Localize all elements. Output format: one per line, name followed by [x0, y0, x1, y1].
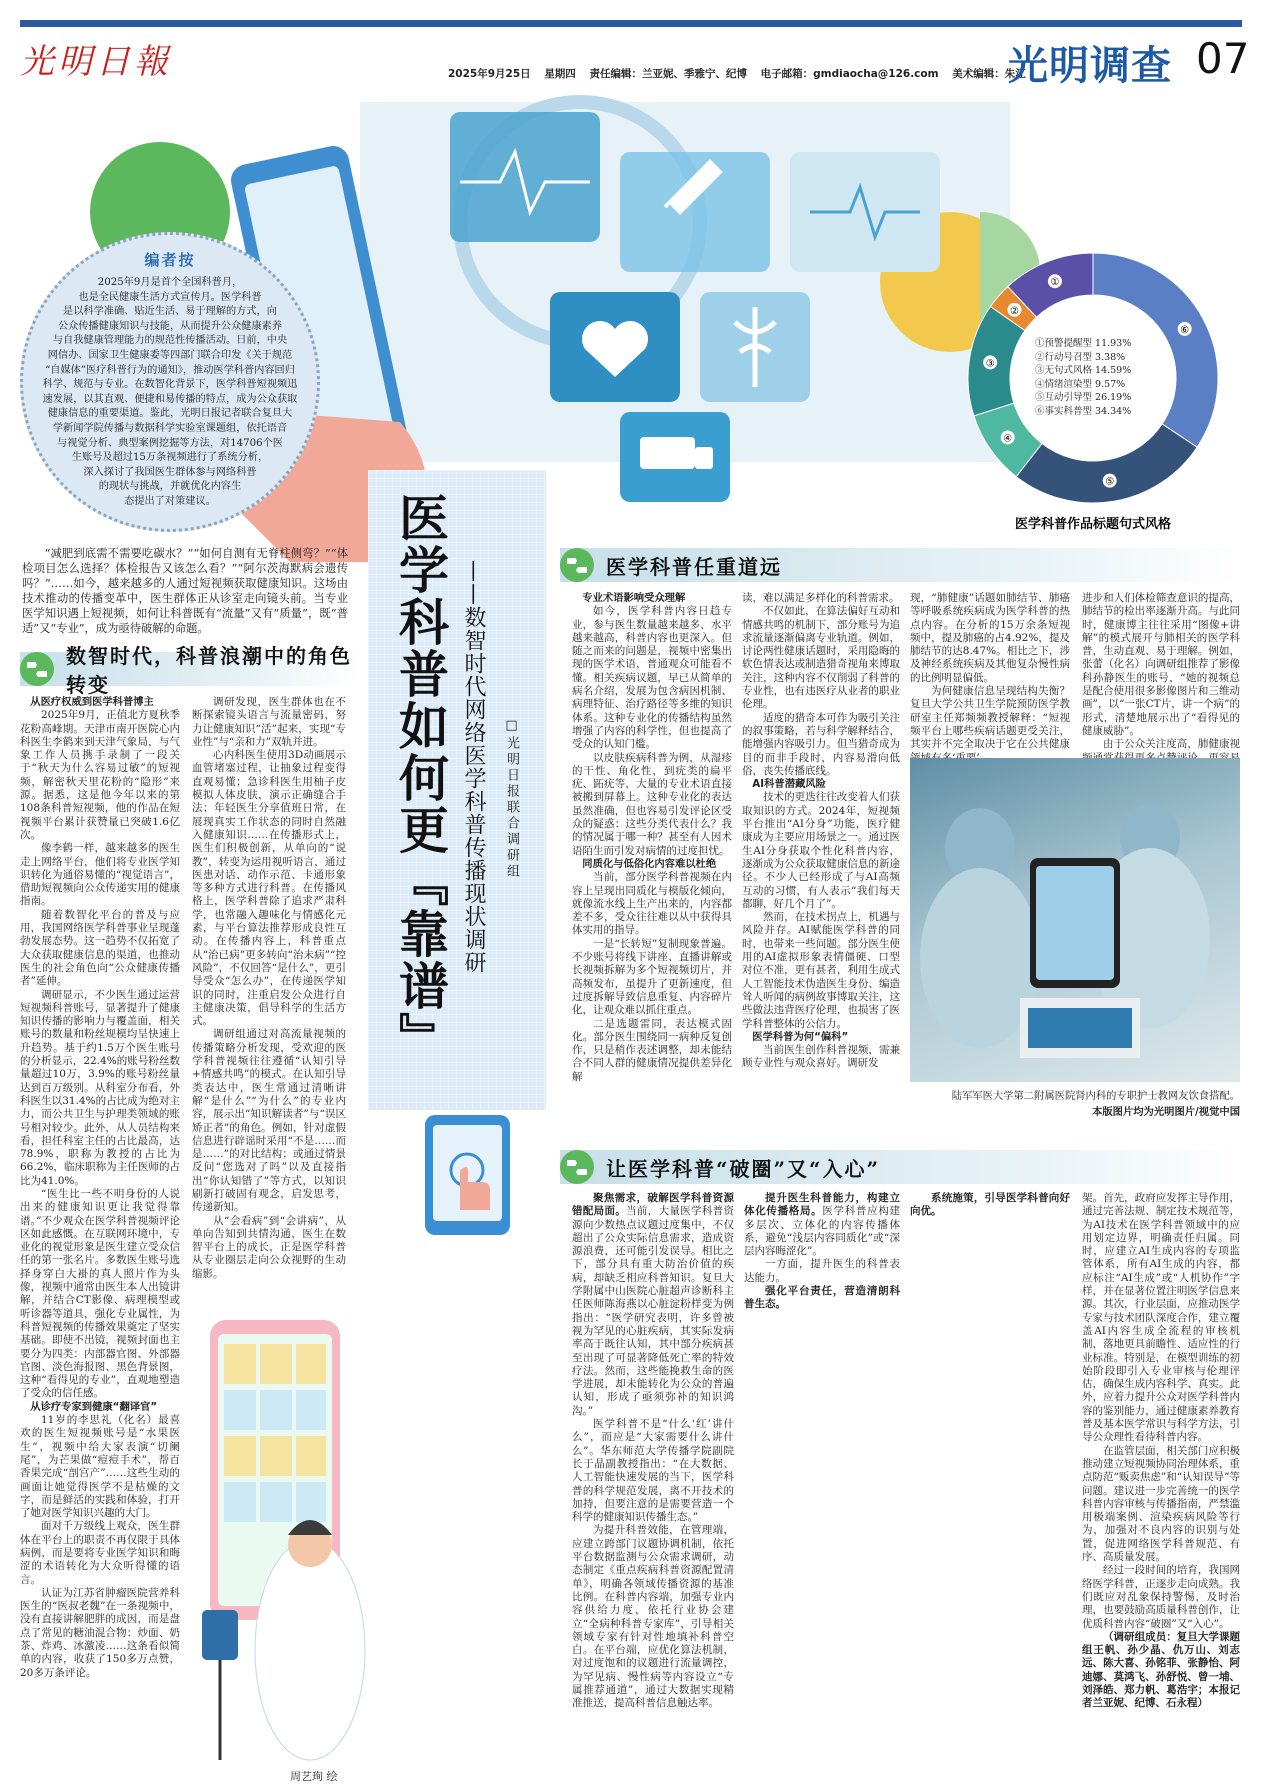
paragraph-text: 读，难以满足多样化的科普需求。: [742, 592, 900, 604]
paragraph-text: 医学科普应构建多层次、立体化的内容传播体系，避免“浅层内容同质化”或“深层内容晦涩化”。: [744, 1205, 901, 1258]
legend-label: 情绪渲染型: [1044, 378, 1093, 390]
paragraph-text: 从“会看病”到“会讲病”，从单向告知到共情沟通，医生在数智平台上的成长，正是医学科普从专业圈层走向公众视野的生动缩影。: [192, 1214, 346, 1280]
paragraph: [572, 752, 732, 858]
paragraph-text: 心内科医生使用3D动画展示血管堵塞过程，让抽象过程变得直观易懂；急诊科医生用柚子皮模拟人体皮肤，演示正确缝合手法；年轻医生分享值班日常，在展现真实工作状态的同时自然融入健康知识……在传播形式上，医生们积极创新，从单向的“说教”，转变为运用视听语言，通过医患对话、动作示范、卡通形象等多种方式进行科普。在传播风格上，医学科普除了追求严肃科学，也常融入趣味化与情感化元素，与平台算法推荐形成良性互动。在传播内容上，科普重点从“治已病”更多转向“治未病”“控风险”，不仅回答“是什么”，更引导受众“怎么办”，在传递医学知识的同时，注重启发公众进行自主健康决策，倡导科学的生活方式。: [192, 749, 346, 1028]
paragraph: [20, 709, 180, 842]
paragraph: [20, 842, 180, 908]
text-line: 速发展，以其直观、便捷和易传播的特点，成为公众获取: [42, 393, 298, 405]
paragraph-text: 以皮肤疾病科普为例，从湿疹的干性、角化性，到疣类的扁平疣、跖疣等，大量的专业术语直接被搬到屏幕上。这种专业化的表达虽然准确，但也容易引发评论区受众的疑惑：这些分类代表什么？我的情况属于哪一种？甚至有人因术语陌生而引发对病情的过度担忧。: [572, 751, 732, 857]
text-line: “自媒体”医疗科普行为的通知》，推动医学科普内容回归: [45, 364, 295, 376]
paragraph-lead: 强化平台责任，营造清朗科普生态。: [744, 1285, 900, 1311]
text-line: 的现状与挑战，并就优化内容生: [98, 481, 242, 493]
paragraph: [742, 712, 900, 778]
paragraph-text: 如今，医学科普内容日趋专业，参与医生数量越来越多、水平越来越高，科普内容也更深入。但随之而来的问题是，视频中密集出现的医学术语，普通观众可能看不懂。相关疾病议题，早已从简单的病名介绍，发展为包含病因机制、病理特征、治疗路径等多维的知识体系。这种专业化的传播结构虽然增强了内容的科学性，但也提高了受众的认知门槛。: [572, 605, 732, 751]
section-heading-text: 让医学科普“破圈”又“入心”: [606, 1156, 881, 1181]
research-credits: （调研组成员：复旦大学课题组王帆、孙少晶、仇万山、刘志远、陈大喜、孙铭菲、张静怡、阿迪娜、莫鸿飞、孙舒悦、曾一埔、刘泽皓、郑力帆、葛浩宇；本报记者兰亚妮、纪博、石永程）: [1082, 1630, 1240, 1710]
legend-display: 11.93%: [1095, 338, 1132, 349]
photo-caption: 陆军军医大学第二附属医院肾内科的专职护士教网友饮食搭配。: [951, 1090, 1240, 1102]
text-line: 态提出了对策建议。: [124, 495, 216, 507]
ambulance-icon: [640, 437, 695, 469]
paragraph-text: 为何健康信息呈现结构失衡？复旦大学公共卫生学院预防医学教研室主任郑频频教授解释：“短视频平台上哪些疾病话题更受关注，其实并不完全取决于它在公共健康: [910, 685, 1070, 751]
article-column: [20, 696, 180, 1790]
paragraph-text: 调研组通过对高流量视频的传播策略分析发现，受欢迎的医学科普视频往往遵循“认知引导+情感共鸣”的模式。在认知引导类表达中，医生常通过清晰讲解“是什么”“为什么”的专业内容，展示出“知识解读者”与“误区矫正者”的角色。例如，针对虚假信息进行辟谣时采用“不是……而是……”的对比结构；或通过情景反问“您选对了吗”以及直接指出“你认知错了”等方式，以知识刷新打破固有观念，启发思考，传递新知。: [192, 1028, 346, 1214]
paragraph-text: 11岁的李思礼（化名）最喜欢的医生短视频账号是“水果医生”，视频中给大家表演“切阑尾”，为芒果做“痘痘手术”，帮百香果完成“剖宫产”……这些生动的画面让她觉得医学不是枯燥的文字，而是鲜活的实践和体验，打开了她对医学知识兴趣的大门。: [20, 1414, 180, 1520]
paragraph: [742, 605, 900, 711]
paragraph: [1082, 1564, 1240, 1630]
paragraph: [742, 592, 900, 605]
segment-label: ①: [1050, 277, 1060, 289]
tech-card: [450, 112, 600, 242]
legend-label: 互动引导型: [1044, 392, 1093, 403]
legend-marker: ④: [1035, 378, 1045, 390]
paragraph-text: 技术的更迭往往改变着人们获取知识的方式。2024年，短视频平台推出“AI分身”功能，医疗健康成为主要应用场景之一。通过医生AI分身获取个性化科普内容，逐渐成为公众获取健康信息的新途径。不少人已经形成了与AI高频互动的习惯，有人表示“我们每天都聊，好几个月了”。: [742, 791, 900, 910]
legend-display: 3.38%: [1095, 351, 1126, 363]
art-editor: 美术编辑：朱江: [952, 68, 1026, 80]
ambulance-cab: [695, 447, 713, 469]
paragraph: [572, 1018, 732, 1084]
legend-item: [1035, 337, 1155, 351]
article-column: [572, 592, 732, 1142]
paragraph-text: 然而，在技术拐点上，机遇与风险并存。AI赋能医学科普的同时，也带来一些问题。部分医生使用的AI虚拟形象表情僵硬、口型对位不准，更有甚者，利用生成式人工智能技术伪造医生身份、编造耸人听闻的病例故事博取关注，这些做法违背医疗伦理，也损害了医学科普整体的公信力。: [742, 911, 900, 1030]
paragraph: [744, 1285, 900, 1312]
camera-phone-icon: [202, 1610, 238, 1660]
paragraph: [572, 938, 732, 1018]
email: 电子邮箱：gmdiaocha@126.com: [760, 68, 939, 80]
paragraph-text: 医学科普不是“什么‘红’讲什么”，而应是“大家需要什么讲什么”。华东师范大学传播学院副院长于晶副教授指出：“在大数据、人工智能快速发展的当下，医学科普的科学规范发展，离不开技术的加持，但要注意的是需要营造一个科学的健康知识传播生态。”: [572, 1418, 734, 1524]
legend-item: [1035, 391, 1155, 405]
paragraph: [192, 696, 346, 749]
text-line: 生账号及超过15万条视频进行了系统分析，: [71, 452, 269, 464]
paragraph: [572, 605, 732, 751]
text-line: 与视觉分析、典型案例挖掘等方法，对14706个医: [57, 437, 283, 449]
paragraph-text: 架。首先，政府应发挥主导作用，通过完善法规、制定技术规范等，为AI技术在医学科普领域中的应用划定边界，明确责任归属。同时，应建立AI生成内容的专项监管体系，所有AI生成的内容，都应标注“AI生成”或“人机协作”字样，并在显著位置注明医学信息来源。其次，行业层面，应推动医学专家与技术团队深度合作，建立覆盖AI内容生成全流程的审核机制，落地更具前瞻性、适应性的行业标准。特别是，在模型训练的初始阶段即引入专业审核与伦理评估，确保生成内容科学、真实。此外，应着力提升公众对医学科普内容的鉴别能力，通过健康素养教育普及基本医学常识与科学方法，引导公众理性看待科普内容。: [1082, 1192, 1240, 1444]
donut-segment-5: [1016, 424, 1197, 503]
paragraph: [742, 791, 900, 911]
legend-marker: ⑤: [1035, 392, 1045, 403]
subheading: 从诊疗专家到健康“翻译官”: [30, 1400, 158, 1413]
paragraph: [192, 1028, 346, 1214]
editor-note-title: 编者按: [144, 251, 196, 269]
article-column: [192, 696, 346, 1316]
paragraph: [910, 592, 1070, 685]
paragraph-text: 调研发现，医生群体也在不断探索镜头语言与流量密码，努力让健康知识“活”起来，实现“专业性”与“亲和力”双轨并进。: [192, 696, 346, 748]
paragraph: [572, 1524, 734, 1710]
legend-display: 26.19%: [1095, 392, 1132, 403]
article-column: [1082, 592, 1240, 752]
paragraph: [20, 1414, 180, 1520]
section-title: 光明调查: [1008, 42, 1172, 89]
paragraph-text: 二是选题雷同，表达模式固化。部分医生围绕同一病种反复创作，只是稍作表述调整，却未能结合不同人群的健康情况提供差异化解: [572, 1017, 732, 1083]
legend-label: 行动号召型: [1044, 351, 1093, 363]
illustration-graphic: [190, 1320, 385, 1768]
article-column: [910, 592, 1070, 752]
legend-display: 9.57%: [1095, 378, 1126, 390]
text-line: 与自我健康管理能力的规范性传播活动。日前，中央: [52, 335, 288, 347]
paragraph-text: 像李鹤一样，越来越多的医生走上网络平台，他们将专业医学知识转化为通俗易懂的“视觉语言”，借助短视频向公众传递实用的健康指南。: [20, 842, 180, 908]
legend-label: 事实科普型: [1044, 405, 1093, 417]
text-line: 深入探讨了我国医生群体参与网络科普: [83, 466, 257, 478]
photo-credit: 本版图片均为光明图片/视觉中国: [1092, 1106, 1240, 1118]
paragraph-text: 随着数智化平台的普及与应用，我国网络医学科普事业呈现蓬勃发展态势。这一趋势不仅拓宽了大众获取健康信息的渠道，也推动医生的社会角色向“公众健康传播者”延伸。: [20, 908, 180, 988]
main-headline: 医学科普如何更『靠谱』: [391, 492, 450, 1064]
editor-note-text: [23, 276, 317, 510]
legend-marker: ①: [1035, 338, 1045, 349]
paragraph-text: 一是“长转短”复制现象普遍。不少账号将线下讲座、直播讲解或长视频拆解为多个短视频切片，并高频发布，虽提升了更新速度，但过度拆解导致信息重复、内容碎片化，让观众难以抓住重点。: [572, 937, 732, 1017]
arrows-icon: [20, 652, 54, 686]
subheading: 医学科普为何“偏科”: [752, 1030, 849, 1043]
paragraph: [20, 1188, 180, 1401]
paragraph-text: 当前，部分医学科普视频在内容上呈现出同质化与模版化倾向，就像流水线上生产出来的，内容都差不多，受众往往难以从中获得具体实用的指导。: [572, 871, 732, 937]
text-line: 学新闻学院传播与数据科学实验室课题组，依托语音: [52, 422, 288, 434]
paragraph: [1082, 1445, 1240, 1565]
paragraph: [744, 1258, 900, 1285]
subheading: 同质化与低俗化内容难以杜绝: [582, 857, 717, 870]
legend-marker: ⑥: [1035, 405, 1045, 417]
paragraph: [744, 1192, 900, 1258]
segment-label: ④: [1003, 433, 1013, 445]
paragraph-text: 面对千万级线上观众，医生群体在平台上的职责不再仅限于具体病例，而是要将专业医学知识和晦涩的术语转化为大众听得懂的语言。: [20, 1520, 180, 1586]
editors: 责任编辑：兰亚妮、季雅宁、纪博: [589, 68, 747, 80]
paragraph-lead: 提升医生科普能力，构建立体化传播格局。: [744, 1192, 900, 1218]
paragraph-text: 现，“肺健康”话题如肺结节、肺癌等呼吸系统疾病成为医学科普的热点内容。在分析的15万余条短视频中，提及肺癌的占4.92%，提及肺结节的达8.47%。相比之下，涉及神经系统疾病及其他复杂慢性病的比例明显偏低。: [910, 592, 1070, 684]
editor-note: [20, 232, 320, 532]
issue-weekday: 星期四: [544, 68, 576, 80]
legend-marker: ②: [1035, 351, 1045, 363]
paragraph-text: 适度的猎奇本可作为吸引关注的叙事策略，若与科学解释结合，能增强内容吸引力。但当猎奇成为目的而非手段时，内容易滑向低俗，丧失传播底线。: [742, 711, 900, 777]
arrows-icon: [560, 548, 594, 582]
paragraph-text: 当前，大量医学科普资源向少数热点议题过度集中，不仅超出了公众实际信息需求，造成资源浪费，还可能引发误导。相比之下，部分具有重大防治价值的疾病，却缺乏相应科普知识。复旦大学附属中山医院心脏超声诊断科主任医师陈海燕以心脏淀粉样变为例指出：“医学研究表明，许多曾被视为罕见的心脏疾病，其实际发病率高于既往认知，其中部分疾病甚至出现了可显著降低死亡率的特效疗法。然而，这些能挽救生命的医学进展，却未能转化为公众的普遍认知，形成了亟须弥补的知识鸿沟。”: [572, 1205, 735, 1417]
paragraph: [192, 749, 346, 1028]
header-bar: [20, 20, 1242, 27]
paragraph: [20, 909, 180, 989]
text-line: 健康信息的重要渠道。鉴此，光明日报记者联合复旦大: [47, 408, 293, 420]
subheading: AI科普潜藏风险: [752, 778, 826, 791]
paragraph: [20, 1520, 180, 1586]
text-line: 是以科学准确、贴近生活、易于理解的方式，向: [63, 306, 277, 318]
paragraph: [910, 685, 1070, 765]
touch-tablet-icon: [405, 1110, 530, 1250]
text-line: 公众传播健康知识与技能，从而提升公众健康素养: [57, 320, 283, 332]
paragraph-text: “医生比一些不明身份的人说出来的健康知识更让我觉得靠谱。”不少观众在医学科普视频评论区如此感慨。在互联网环境中，专业化的视觉形象是医生建立受众信任的第一张名片。多数医生账号选择身穿白大褂的真人照片作为头像，视频中通常由医生本人出镜讲解，并结合CT影像、病理模型或听诊器等道具，强化专业属性，为科普短视频的传播效果奠定了坚实基础。即使不出镜，视频封面也主要分为四类：内部器官图、外部器官图、淡色海报图、黑色背景图，这种“看得见的专业”，直观地塑造了受众的信任感。: [20, 1187, 180, 1400]
section-heading-2: [560, 548, 1242, 582]
paragraph-text: 一方面，提升医生的科普表达能力。: [744, 1258, 900, 1284]
page-number: 07: [1196, 34, 1250, 83]
doctor-figure: [255, 1540, 365, 1760]
issue-info: [448, 66, 1036, 81]
paragraph: [20, 989, 180, 1188]
paragraph-text: 经过一段时间的培育，我国网络医学科普，正逐步走向成熟。我们既应对乱象保持警惕，及时治理，也要鼓励高质量科普创作，让优质科普内容“破圈”又“入心”。: [1082, 1564, 1240, 1630]
segment-label: ⑥: [1180, 324, 1190, 336]
photo-caption-block: [910, 1088, 1240, 1120]
section-heading-text: 数智时代，科普浪潮中的角色转变: [66, 644, 352, 697]
text-line: 网信办、国家卫生健康委等四部门联合印发《关于规范: [47, 349, 293, 361]
byline: □光明日报联合调研组: [504, 718, 519, 880]
subheading: 从医疗权威到医学科普博主: [30, 696, 154, 708]
legend-label: 预警提醒型: [1044, 338, 1093, 349]
segment-label: ③: [985, 358, 995, 370]
paragraph-text: 在监管层面，相关部门应积极推动建立短视频协同治理体系，重点防范“贩卖焦虑”和“认知误导”等问题。建议进一步完善统一的医学科普内容审核与传播指南，严禁滥用极端案例、渲染疾病风险等行为，加强对不良内容的识别与处置，促进网络医学科普规范、有序、高质量发展。: [1082, 1444, 1240, 1564]
legend-item: [1035, 364, 1155, 378]
legend-label: 无句式风格: [1044, 365, 1093, 376]
paragraph: [1082, 1192, 1240, 1445]
section-heading-1: [20, 644, 360, 697]
article-column: [572, 1192, 734, 1790]
text-line: 也是全民健康生活方式宣传月。医学科普: [78, 291, 262, 303]
subheading: 专业术语影响受众理解: [582, 592, 686, 604]
tech-card: [620, 152, 770, 272]
article-column: [910, 1192, 1070, 1790]
paragraph-lead: 系统施策，引导医学科普向好向优。: [910, 1192, 1070, 1218]
paragraph: [742, 1044, 900, 1071]
legend-item: [1035, 378, 1155, 392]
newspaper-logo: 光明日報: [20, 42, 172, 82]
paragraph: [572, 871, 732, 937]
paragraph-text: 2025年9月，正值北方夏秋季花粉高峰期。天津市南开医院心内科医生李鹤来到天津气象局，与气象工作人员携手录制了一段关于“秋天为什么容易过敏”的短视频，解密秋天里花粉的“隐形”来源。据悉，这是他今年以来的第108条科普短视频，他的作品在短视频平台累计获赞量已突破1.6亿次。: [20, 709, 180, 841]
paragraph: [1082, 592, 1240, 738]
lead-paragraph: “减肥到底需不需要吃碳水？”“如何自测有无脊柱侧弯？”“体检项目怎么选择？体检报告又该怎么看？”“阿尔茨海默病会遗传吗？”……如今，越来越多的人通过短视频获取健康知识。这场由技术推动的传播变革中，医生群体正从诊室走向镜头前。当专业医学知识遇上短视频，如何让科普既有“流量”又有“质量”，既“普适”又“专业”，成为亟待破解的命题。: [22, 547, 348, 635]
paragraph: [910, 1192, 1070, 1219]
paragraph-text: 不仅如此，在算法偏好互动和情感共鸣的机制下，部分账号为追求流量逐渐偏离专业轨道。例如，讨论两性健康话题时，采用隐晦的软色情表达或制造猎奇视角来博取关注，这种内容不仅削弱了科普的专业性，也有违医疗从业者的职业伦理。: [742, 605, 900, 711]
arrows-icon: [560, 1150, 594, 1184]
paragraph: [20, 1587, 180, 1680]
article-column: [742, 592, 900, 1142]
article-column: [1082, 1192, 1240, 1790]
text-line: 2025年9月是首个全国科普月，: [97, 277, 243, 288]
doctor-phone-illustration: [190, 1320, 385, 1768]
paragraph: [742, 911, 900, 1031]
news-photo: [910, 758, 1240, 1082]
paragraph-lead: 聚焦需求，破解医学科普资源错配局面。: [572, 1192, 734, 1218]
paragraph-text: 调研显示，不少医生通过运营短视频科普账号，显著提升了健康知识传播的影响力与覆盖面，相关账号的数量和粉丝规模均呈快速上升趋势。基于约1.5万个医生账号的分析显示，22.4%的账号粉丝数量超过10万，3.9%的账号粉丝量达到百万级别。从科室分布看，外科医生以31.4%的占比成为绝对主力，而公共卫生与护理类领域的账号相对较少。此外，从人员结构来看，担任科室主任的占比最高，达78.9%，职称为教授的占比为66.2%，临床职称为主任医师的占比为41.0%。: [20, 988, 180, 1187]
paragraph-text: 进步和人们体检筛查意识的提高，肺结节的检出率逐渐升高。与此同时，健康博主往往采用“图像+讲解”的模式展开与肺相关的医学科普，生动直观、易于理解。例如，张蕾（化名）向调研组推荐了影像科孙静医生的账号，“她的视频总是配合使用很多影像图片和三维动画”，以“一张CT片，讲一个病”的形式，清楚地展示出了“看得见的健康威胁”。: [1082, 592, 1240, 737]
paragraph-text: 认证为江苏省肿瘤医院营养科医生的“医叔老魏”在一条视频中，没有直接讲解肥胖的成因，而是盘点了常见的糖油混合物：炒面、奶茶、炸鸡、冰激凌……这条看似简单的内容，收获了150多万点赞，20多万条评论。: [20, 1586, 180, 1679]
paragraph: [572, 1418, 734, 1524]
legend-display: 14.59%: [1095, 365, 1132, 376]
chart-legend: [1035, 337, 1155, 418]
paragraph-text: 为提升科普效能，在管理端，应建立跨部门议题协调机制，依托平台数据监测与公众需求调研，动态制定《重点疾病科普资源配置清单》，明确各领域传播资源的基准比例。在科普内容端，加强专业内容供给力度，依托行业协会建立“全病种科普专家库”，引导相关领域专家有针对性地填补科普空白。在平台端，应优化算法机制，对过度饱和的议题进行流量调控，为罕见病、慢性病等内容设立“专属推荐通道”，通过大数据实现精准推送，提高科普信息触达率。: [572, 1524, 734, 1710]
chart-title: 医学科普作品标题句式风格: [1014, 517, 1172, 532]
article-column: [744, 1192, 900, 1790]
legend-item: [1035, 351, 1155, 365]
text-line: 科学、规范与专业。在数智化背景下，医学科普短视频迅: [42, 379, 298, 391]
legend-display: 34.34%: [1095, 405, 1132, 417]
paragraph-text: 由于公众关注度高，肺健康视: [1103, 738, 1240, 751]
section-heading-3: [560, 1150, 1242, 1184]
photo-graphic: [910, 758, 1240, 1082]
paragraph: [192, 1215, 346, 1281]
illustration-credit: 周艺珣 绘: [290, 1770, 338, 1783]
segment-label: ②: [1009, 305, 1019, 317]
section-heading-text: 医学科普任重道远: [606, 554, 782, 579]
paragraph-text: 当前医生创作科普视频，需兼顾专业性与观众喜好。调研发: [742, 1044, 900, 1070]
issue-date: 2025年9月25日: [448, 68, 531, 80]
segment-label: ⑤: [1105, 476, 1115, 488]
legend-item: [1035, 405, 1155, 419]
paragraph: [572, 1192, 734, 1418]
legend-marker: ③: [1035, 365, 1045, 376]
sub-headline: ——数智时代网络医学科普传播现状调研: [461, 560, 486, 974]
